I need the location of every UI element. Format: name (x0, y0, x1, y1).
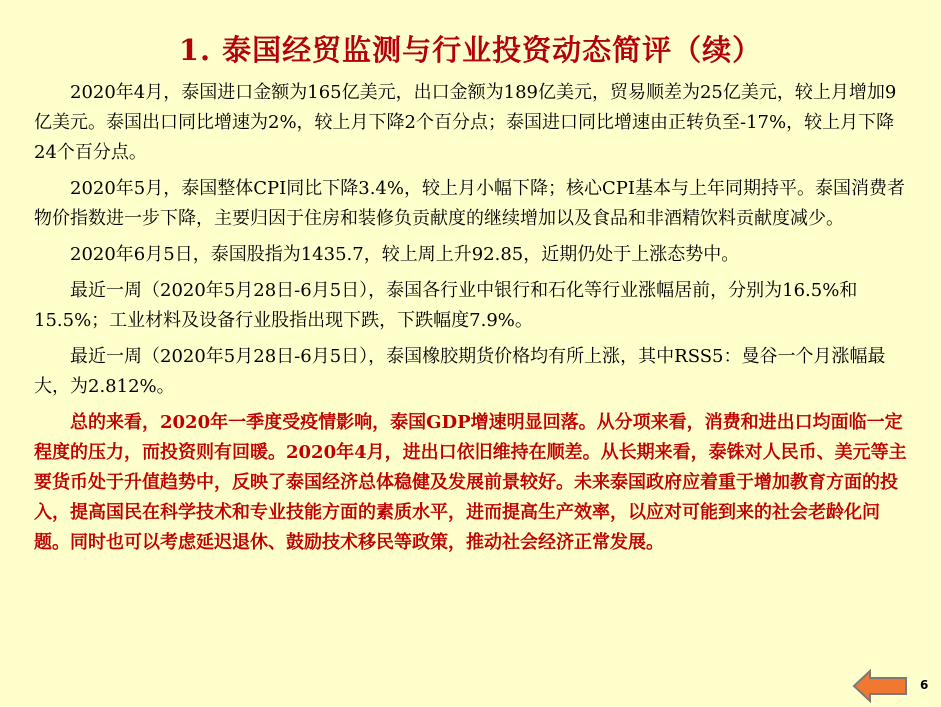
paragraph-stock-index: 2020年6月5日，泰国股指为1435.7，较上周上升92.85，近期仍处于上涨态势中。 (70, 244, 740, 265)
paragraph-industry: 最近一周（2020年5月28日-6月5日），泰国各行业中银行和石化等行业涨幅居前，分别为16.5%和15.5%；工业材料及设备行业股指出现下跌，下跌幅度7.9%。 (34, 280, 858, 331)
paragraph-cpi: 2020年5月，泰国整体CPI同比下降3.4%，较上月小幅下降；核心CPI基本与上年同期持平。泰国消费者物价指数进一步下降，主要归因于住房和装修负贡献度的继续增加以及食品和非酒精饮料贡献度减少。 (34, 178, 905, 229)
left-arrow-icon (852, 669, 908, 703)
paragraph-trade: 2020年4月，泰国进口金额为165亿美元，出口金额为189亿美元，贸易顺差为25亿美元，较上月增加9亿美元。泰国出口同比增速为2%，较上月下降2个百分点；泰国进口同比增速由正转负至-17%，较上月下降24个百分点。 (34, 82, 897, 163)
slide-title: 1. 泰国经贸监测与行业投资动态简评（续） (178, 33, 763, 67)
slide-content (34, 78, 914, 564)
page-number: 6 (920, 678, 929, 692)
summary-paragraph: 总的来看，2020年一季度受疫情影响，泰国GDP增速明显回落。从分项来看，消费和进出口均面临一定程度的压力，而投资则有回暖。2020年4月，进出口依旧维持在顺差。从长期来看，泰铢对人民币、美元等主要货币处于升值趋势中，反映了泰国经济总体稳健及发展前景较好。未来泰国政府应着重于增加教育方面的投入，提高国民在科学技术和专业技能方面的素质水平，进而提高生产效率，以应对可能到来的社会老龄化问题。同时也可以考虑延迟退休、鼓励技术移民等政策，推动社会经济正常发展。 (34, 412, 907, 553)
paragraph-rubber: 最近一周（2020年5月28日-6月5日），泰国橡胶期货价格均有所上涨，其中RSS5：曼谷一个月涨幅最大，为2.812%。 (34, 346, 886, 397)
back-button[interactable] (852, 669, 908, 703)
